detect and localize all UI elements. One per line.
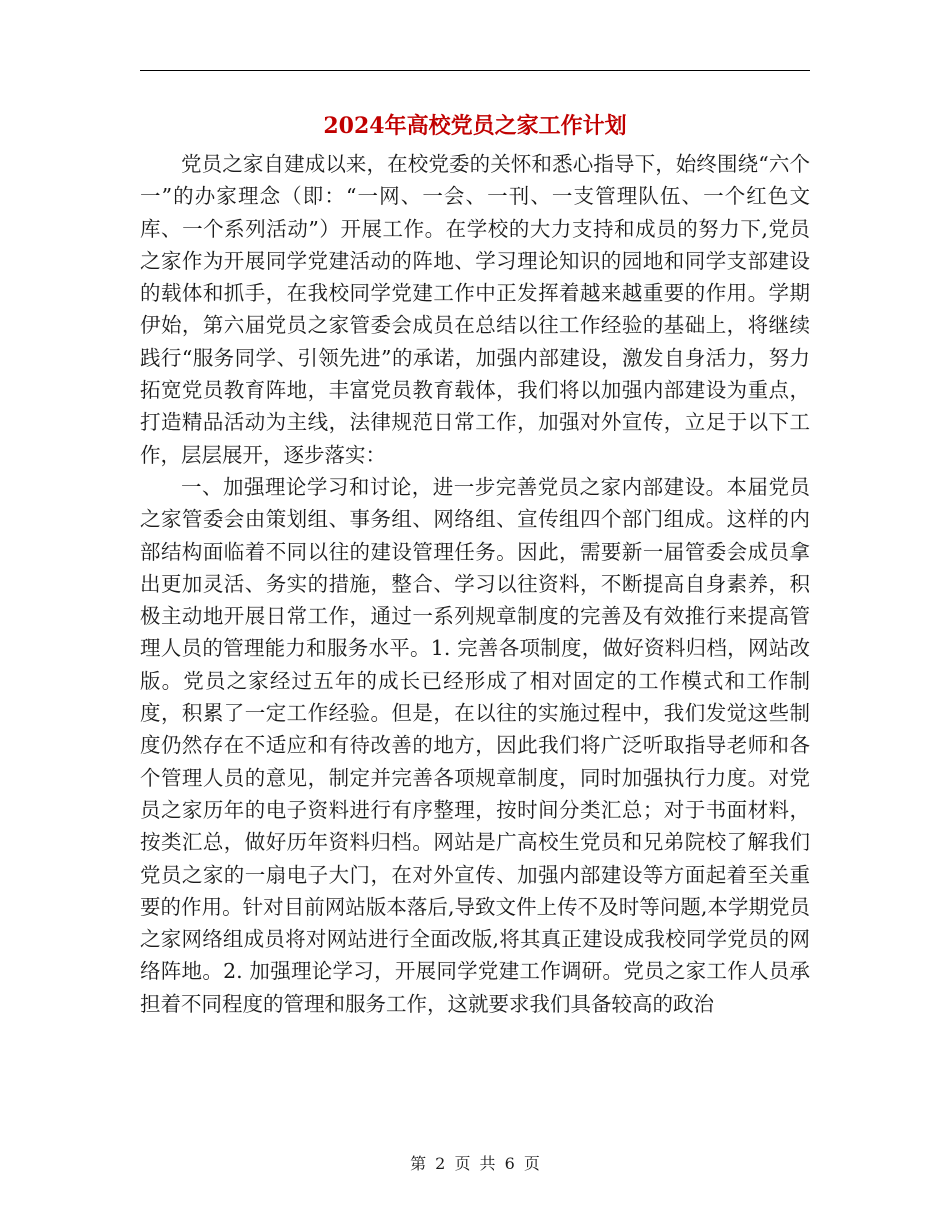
- paragraph-section-one: 一、加强理论学习和讨论，进一步完善党员之家内部建设。本届党员之家管委会由策划组、事务组、网络组、宣传组四个部门组成。这样的内部结构面临着不同以往的建设管理任务。因此，需要新一届管委会成员拿出更加灵活、务实的措施，整合、学习以往资料，不断提高自身素养，积极主动地开展日常工作，通过一系列规章制度的完善及有效推行来提高管理人员的管理能力和服务水平。1. 完善各项制度，做好资料归档，网站改版。党员之家经过五年的成长已经形成了相对固定的工作模式和工作制度，积累了一定工作经验。但是，在以往的实施过程中，我们发觉这些制度仍然存在不适应和有待改善的地方，因此我们将广泛听取指导老师和各个管理人员的意见，制定并完善各项规章制度，同时加强执行力度。对党员之家历年的电子资料进行有序整理，按时间分类汇总；对于书面材料，按类汇总，做好历年资料归档。网站是广高校生党员和兄弟院校了解我们党员之家的一扇电子大门，在对外宣传、加强内部建设等方面起着至关重要的作用。针对目前网站版本落后,导致文件上传不及时等问题,本学期党员之家网络组成员将对网站进行全面改版,将其真正建设成我校同学党员的网络阵地。2. 加强理论学习，开展同学党建工作调研。党员之家工作人员承担着不同程度的管理和服务工作，这就要求我们具备较高的政治: [140, 474, 810, 1016]
- paragraph-intro: 党员之家自建成以来，在校党委的关怀和悉心指导下，始终围绕“六个一”的办家理念（即：“一网、一会、一刊、一支管理队伍、一个红色文库、一个系列活动”）开展工作。在学校的大力支持和成员的努力下,党员之家作为开展同学党建活动的阵地、学习理论知识的园地和同学支部建设的载体和抓手，在我校同学党建工作中正发挥着越来越重要的作用。学期伊始，第六届党员之家管委会成员在总结以往工作经验的基础上，将继续践行“服务同学、引领先进”的承诺，加强内部建设，激发自身活力，努力拓宽党员教育阵地，丰富党员教育载体，我们将以加强内部建设为重点，打造精品活动为主线，法律规范日常工作，加强对外宣传，立足于以下工作，层层展开，逐步落实：: [140, 152, 810, 467]
- page-number: 第 2 页 共 6 页: [410, 1154, 540, 1173]
- header-rule: [140, 70, 810, 71]
- document-body: [140, 148, 810, 1020]
- document-title: 2024年高校党员之家工作计划: [323, 113, 627, 139]
